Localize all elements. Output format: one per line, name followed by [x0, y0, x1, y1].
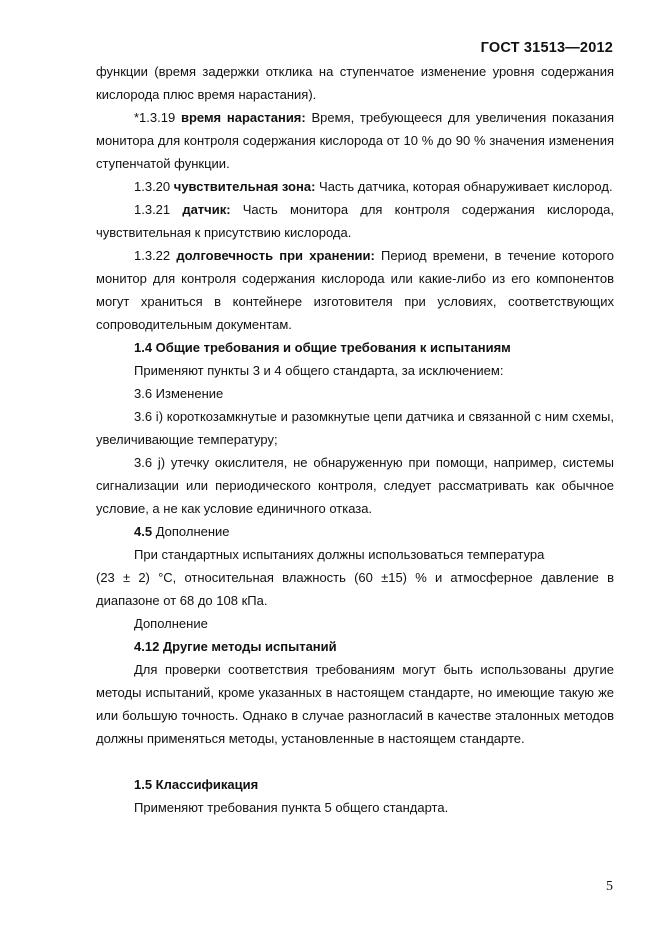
paragraph: (23 ± 2) °C, относительная влажность (60 ±15) % и атмосферное давление в диапазоне от 68 до 108 кПа. — [96, 570, 614, 608]
clause-number: 1.3.22 — [134, 248, 177, 263]
clause-text: Дополнение — [152, 524, 230, 539]
paragraph-continuation: функции (время задержки отклика на ступенчатое изменение уровня содержания кислорода плюс время нарастания). — [96, 64, 614, 102]
term: чувствительная зона: — [173, 179, 316, 194]
paragraph: 3.6 j) утечку окислителя, не обнаруженную при помощи, например, системы сигнализации или периодического контроля, следует рассматривать как обычное условие, а не как условие единичного отказа. — [96, 455, 614, 516]
definition-text: Период времени, в течение которого монитор для контроля содержания кислорода или какие-либо из его компонентов могут храниться в контейнере изготовителя при условиях, соответствующих сопроводительным документам. — [96, 248, 615, 332]
section-heading-1-5: 1.5 Классификация — [134, 777, 259, 792]
definition-text: Время, требующееся для увеличения показания монитора для контроля содержания кислорода от 10 % до 90 % значения изменения ступенчатой функции. — [96, 110, 614, 171]
section-heading-1-4: 1.4 Общие требования и общие требования к испытаниям — [134, 340, 511, 355]
clause-number: 1.3.20 — [134, 179, 174, 194]
section-heading-4-12: 4.12 Другие методы испытаний — [134, 639, 337, 654]
paragraph: Для проверки соответствия требованиям могут быть использованы другие методы испытаний, кроме указанных в настоящем стандарте, но имеющие такую же или большую точность. Однако в случае разногласий в качестве эталонных методов должны применяться методы, установленные в настоящем стандарте. — [96, 662, 614, 746]
paragraph: 3.6 i) короткозамкнутые и разомкнутые цепи датчика и связанной с ним схемы, увеличивающие температуру; — [96, 409, 614, 447]
document-header: ГОСТ 31513—2012 — [480, 40, 613, 56]
paragraph: Применяют пункты 3 и 4 общего стандарта, за исключением: — [134, 363, 504, 378]
clause-number: 4.5 — [134, 524, 153, 539]
spacer — [96, 750, 614, 773]
term: датчик: — [182, 202, 231, 217]
definition-text: Часть монитора для контроля содержания кислорода, чувствительная к присутствию кислорода. — [96, 202, 614, 240]
paragraph: Применяют требования пункта 5 общего стандарта. — [134, 800, 449, 815]
paragraph: Дополнение — [134, 616, 208, 631]
term: время нарастания: — [180, 110, 306, 125]
clause-number: *1.3.19 — [134, 110, 181, 125]
term: долговечность при хранении: — [176, 248, 375, 263]
paragraph: 3.6 Изменение — [134, 386, 224, 401]
definition-1-3-22 — [96, 244, 614, 336]
definition-1-3-21 — [96, 198, 614, 244]
definition-1-3-19 — [96, 106, 614, 175]
definition-1-3-20 — [96, 175, 614, 198]
clause-number: 1.3.21 — [134, 202, 183, 217]
page-number: 5 — [606, 879, 613, 894]
definition-text: Часть датчика, которая обнаруживает кислород. — [315, 179, 613, 194]
paragraph-4-5 — [96, 520, 614, 543]
document-body — [96, 60, 614, 819]
paragraph: При стандартных испытаниях должны использоваться температура — [134, 547, 545, 562]
